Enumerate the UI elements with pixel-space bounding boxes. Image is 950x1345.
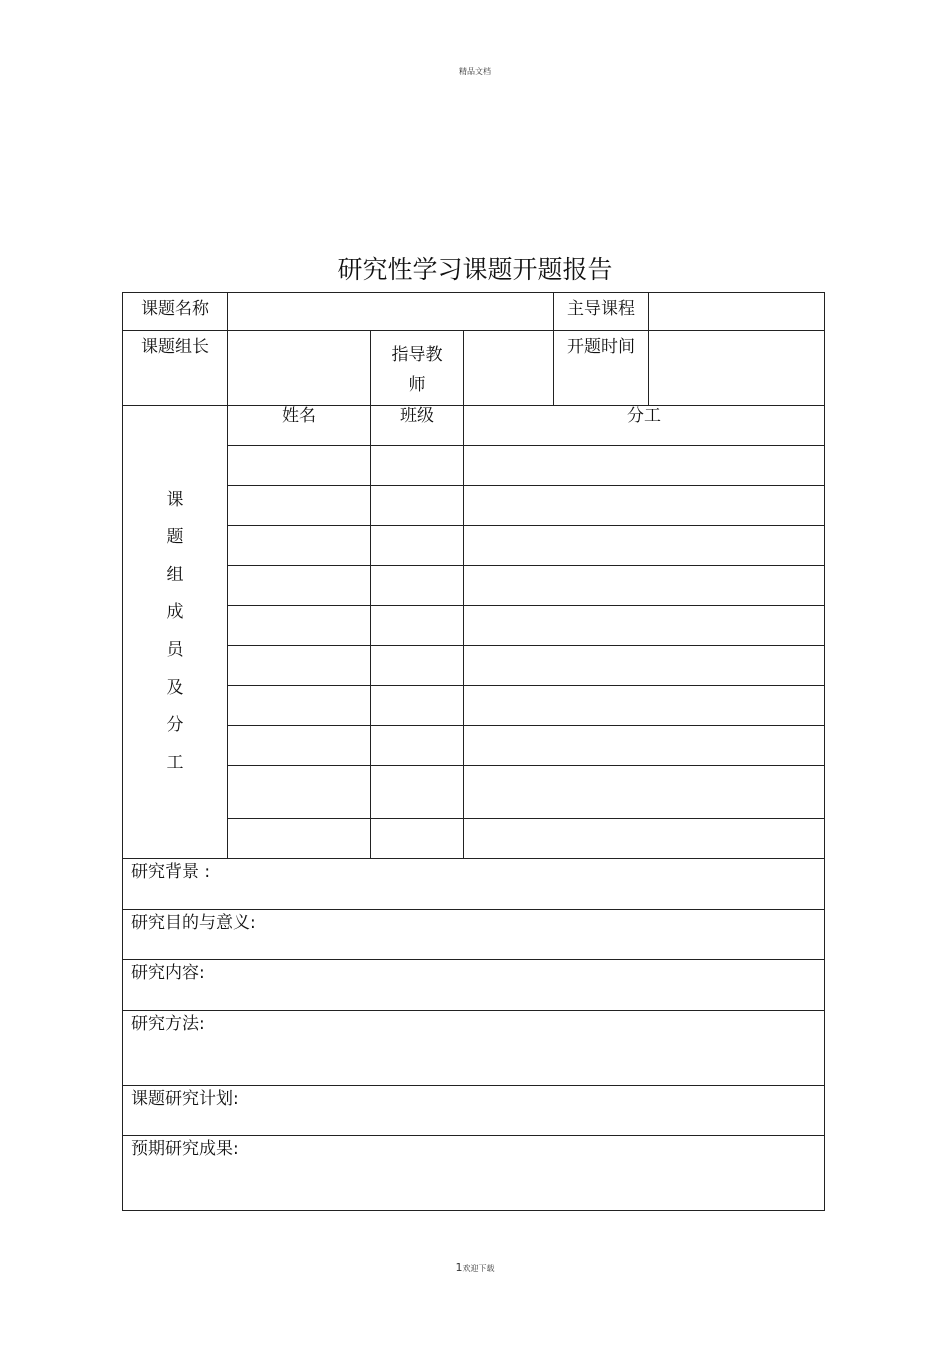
footer-note: 欢迎下载	[462, 1264, 495, 1273]
member-division-cell[interactable]	[464, 486, 825, 526]
member-row	[123, 766, 825, 819]
topic-name-label: 课题名称	[123, 293, 228, 331]
member-division-cell[interactable]	[464, 566, 825, 606]
member-row	[123, 686, 825, 726]
member-name-cell[interactable]	[228, 486, 371, 526]
section-background-label: 研究背景 :	[131, 862, 211, 882]
member-name-cell[interactable]	[228, 526, 371, 566]
section-outcome[interactable]	[123, 1136, 825, 1211]
member-class-cell[interactable]	[371, 526, 464, 566]
member-class-cell[interactable]	[371, 566, 464, 606]
member-row	[123, 526, 825, 566]
section-purpose-label: 研究目的与意义:	[131, 913, 256, 933]
member-row	[123, 566, 825, 606]
page-number: 1	[455, 1261, 463, 1274]
side-char: 课	[166, 489, 184, 510]
side-char: 成	[166, 602, 184, 623]
member-class-cell[interactable]	[371, 819, 464, 859]
member-class-cell[interactable]	[371, 646, 464, 686]
advisor-label	[371, 331, 464, 406]
section-outcome-label: 预期研究成果:	[131, 1139, 239, 1159]
member-class-cell[interactable]	[371, 726, 464, 766]
column-header-class: 班级	[371, 406, 464, 446]
column-header-name: 姓名	[228, 406, 371, 446]
member-row	[123, 726, 825, 766]
section-purpose[interactable]	[123, 910, 825, 960]
section-plan-label: 课题研究计划:	[131, 1089, 239, 1109]
member-division-cell[interactable]	[464, 726, 825, 766]
member-class-cell[interactable]	[371, 686, 464, 726]
advisor-label-line1: 指导教	[391, 345, 443, 365]
column-header-division: 分工	[464, 406, 825, 446]
page-footer	[0, 1261, 950, 1274]
start-time-field[interactable]	[649, 331, 825, 406]
topic-name-field[interactable]	[228, 293, 554, 331]
section-background[interactable]	[123, 859, 825, 910]
section-method-label: 研究方法:	[131, 1014, 205, 1034]
member-class-cell[interactable]	[371, 446, 464, 486]
side-char: 题	[166, 527, 184, 548]
advisor-label-line2: 师	[408, 375, 426, 395]
members-side-label	[123, 406, 228, 859]
member-class-cell[interactable]	[371, 606, 464, 646]
header-note: 精品文档	[459, 67, 491, 76]
member-name-cell[interactable]	[228, 566, 371, 606]
advisor-field[interactable]	[464, 331, 554, 406]
member-row	[123, 646, 825, 686]
member-class-cell[interactable]	[371, 486, 464, 526]
member-name-cell[interactable]	[228, 446, 371, 486]
member-name-cell[interactable]	[228, 606, 371, 646]
member-row	[123, 486, 825, 526]
member-division-cell[interactable]	[464, 766, 825, 819]
side-char: 员	[166, 640, 184, 660]
side-char: 分	[166, 715, 184, 736]
section-content[interactable]	[123, 960, 825, 1011]
section-content-label: 研究内容:	[131, 963, 205, 983]
member-division-cell[interactable]	[464, 686, 825, 726]
main-course-field[interactable]	[649, 293, 825, 331]
side-char: 组	[166, 564, 184, 585]
member-row	[123, 819, 825, 859]
member-row	[123, 446, 825, 486]
member-name-cell[interactable]	[228, 646, 371, 686]
member-class-cell[interactable]	[371, 766, 464, 819]
member-division-cell[interactable]	[464, 819, 825, 859]
start-time-label: 开题时间	[554, 331, 649, 406]
report-form-table	[122, 292, 825, 1211]
side-char: 及	[166, 677, 184, 698]
member-division-cell[interactable]	[464, 446, 825, 486]
member-division-cell[interactable]	[464, 646, 825, 686]
member-division-cell[interactable]	[464, 526, 825, 566]
member-name-cell[interactable]	[228, 766, 371, 819]
document-title: 研究性学习课题开题报告	[337, 255, 613, 284]
section-plan[interactable]	[123, 1086, 825, 1136]
group-leader-field[interactable]	[228, 331, 371, 406]
member-name-cell[interactable]	[228, 726, 371, 766]
member-division-cell[interactable]	[464, 606, 825, 646]
member-name-cell[interactable]	[228, 686, 371, 726]
group-leader-label: 课题组长	[123, 331, 228, 406]
member-name-cell[interactable]	[228, 819, 371, 859]
member-row	[123, 606, 825, 646]
section-method[interactable]	[123, 1011, 825, 1086]
main-course-label: 主导课程	[554, 293, 649, 331]
side-char: 工	[166, 752, 184, 773]
